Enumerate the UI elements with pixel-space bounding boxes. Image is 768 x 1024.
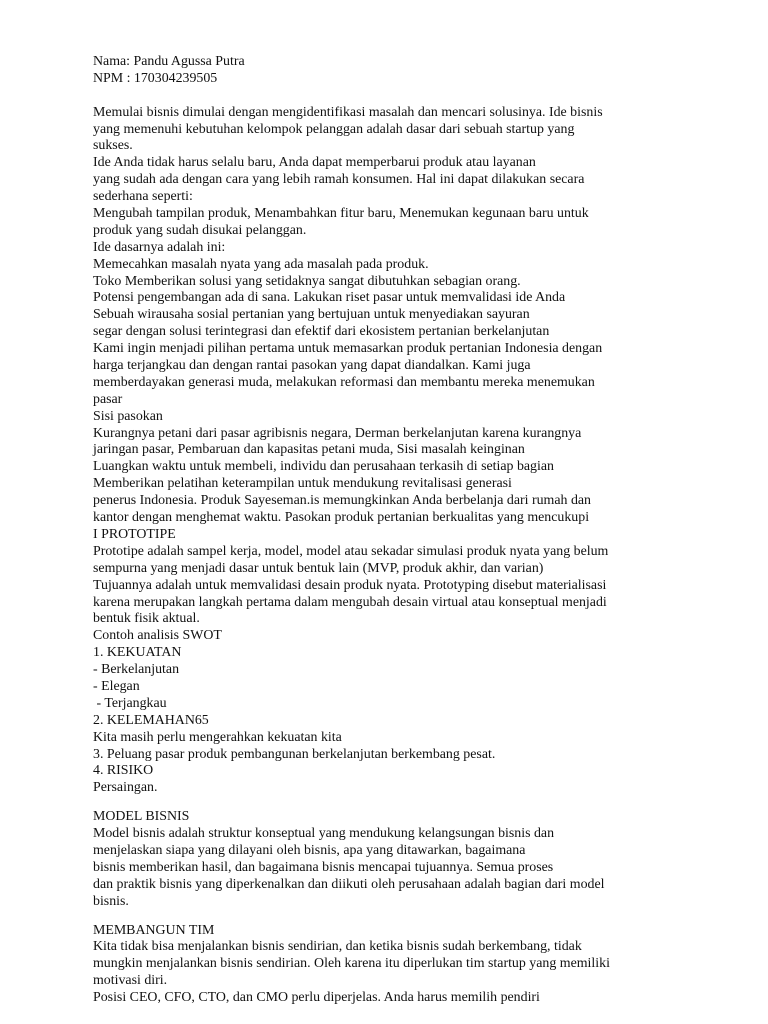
- text-line: sukses.: [93, 138, 133, 154]
- text-line: memberdayakan generasi muda, melakukan reformasi dan membantu mereka menemukan: [93, 374, 595, 390]
- text-line: Kita tidak bisa menjalankan bisnis sendirian, dan ketika bisnis sudah berkembang, tidak: [93, 939, 582, 955]
- blank-line: [93, 797, 753, 809]
- text-line: Kurangnya petani dari pasar agribisnis negara, Derman berkelanjutan karena kurangnya: [93, 425, 582, 441]
- text-line: - Terjangkau: [93, 695, 167, 711]
- document-body: [93, 54, 753, 1007]
- text-line: bisnis memberikan hasil, dan bagaimana bisnis mencapai tujuannya. Semua proses: [93, 859, 554, 875]
- text-line: Contoh analisis SWOT: [93, 628, 222, 644]
- text-line: 4. RISIKO: [93, 763, 154, 779]
- text-line: Posisi CEO, CFO, CTO, dan CMO perlu diperjelas. Anda harus memilih pendiri: [93, 990, 540, 1006]
- text-line: motivasi diri.: [93, 973, 168, 989]
- text-line: penerus Indonesia. Produk Sayeseman.is memungkinkan Anda berbelanja dari rumah dan: [93, 493, 592, 509]
- student-name: Nama: Pandu Agussa Putra: [93, 54, 245, 69]
- text-line: Kita masih perlu mengerahkan kekuatan kita: [93, 729, 342, 745]
- text-line: sederhana seperti:: [93, 189, 193, 205]
- text-line: kantor dengan menghemat waktu. Pasokan produk pertanian berkualitas yang mencukupi: [93, 510, 590, 526]
- text-line: Persaingan.: [93, 780, 158, 796]
- text-line: yang memenuhi kebutuhan kelompok pelanggan adalah dasar dari sebuah startup yang: [93, 121, 575, 137]
- text-line: dan praktik bisnis yang diperkenalkan dan diikuti oleh perusahaan adalah bagian dari model: [93, 876, 605, 892]
- text-line: Memberikan pelatihan keterampilan untuk mendukung revitalisasi generasi: [93, 476, 512, 492]
- text-line: pasar: [93, 391, 123, 407]
- intro-section: [93, 105, 753, 798]
- text-line: yang sudah ada dengan cara yang lebih ramah konsumen. Hal ini dapat dilakukan secara: [93, 172, 585, 188]
- blank-line: [93, 911, 753, 923]
- text-line: Sisi pasokan: [93, 408, 163, 424]
- section-heading: MEMBANGUN TIM: [93, 922, 215, 938]
- text-line: 2. KELEMAHAN65: [93, 712, 209, 728]
- text-line: jaringan pasar, Pembaruan dan kapasitas petani muda, Sisi masalah keinginan: [93, 442, 525, 458]
- text-line: Luangkan waktu untuk membeli, individu dan perusahaan terkasih di setiap bagian: [93, 459, 554, 475]
- text-line: - Elegan: [93, 678, 140, 694]
- text-line: I PROTOTIPE: [93, 526, 176, 542]
- blank-line: [93, 88, 753, 105]
- text-line: Memecahkan masalah nyata yang ada masalah pada produk.: [93, 256, 429, 272]
- text-line: karena merupakan langkah pertama dalam mengubah desain virtual atau konseptual menjadi: [93, 594, 607, 610]
- text-line: Sebuah wirausaha sosial pertanian yang bertujuan untuk menyediakan sayuran: [93, 307, 530, 323]
- text-line: Toko Memberikan solusi yang setidaknya sangat dibutuhkan sebagian orang.: [93, 273, 521, 289]
- text-line: Model bisnis adalah struktur konseptual yang mendukung kelangsungan bisnis dan: [93, 826, 555, 842]
- text-line: menjelaskan siapa yang dilayani oleh bisnis, apa yang ditawarkan, bagaimana: [93, 842, 526, 858]
- text-line: Potensi pengembangan ada di sana. Lakukan riset pasar untuk memvalidasi ide Anda: [93, 290, 566, 306]
- text-line: Kami ingin menjadi pilihan pertama untuk memasarkan produk pertanian Indonesia dengan: [93, 341, 603, 357]
- text-line: - Berkelanjutan: [93, 662, 180, 678]
- text-line: Ide Anda tidak harus selalu baru, Anda dapat memperbarui produk atau layanan: [93, 155, 536, 171]
- text-line: bisnis.: [93, 893, 129, 909]
- text-line: Tujuannya adalah untuk memvalidasi desain produk nyata. Prototyping disebut materialisasi: [93, 577, 607, 593]
- section-heading: MODEL BISNIS: [93, 809, 190, 825]
- text-line: sempurna yang menjadi dasar untuk bentuk lain (MVP, produk akhir, dan varian): [93, 560, 544, 576]
- text-line: mungkin menjalankan bisnis sendirian. Oleh karena itu diperlukan tim startup yang memiliki: [93, 956, 610, 972]
- model-bisnis-section: [93, 809, 753, 910]
- text-line: bentuk fisik aktual.: [93, 611, 200, 627]
- student-npm: NPM : 170304239505: [93, 70, 218, 86]
- text-line: 1. KEKUATAN: [93, 645, 182, 661]
- membangun-tim-section: [93, 923, 753, 1007]
- text-line: 3. Peluang pasar produk pembangunan berkelanjutan berkembang pesat.: [93, 746, 496, 762]
- text-line: segar dengan solusi terintegrasi dan efektif dari ekosistem pertanian berkelanjutan: [93, 324, 550, 340]
- text-line: Mengubah tampilan produk, Menambahkan fitur baru, Menemukan kegunaan baru untuk: [93, 206, 589, 222]
- text-line: produk yang sudah disukai pelanggan.: [93, 222, 307, 238]
- text-line: Ide dasarnya adalah ini:: [93, 239, 226, 255]
- text-line: harga terjangkau dan dengan rantai pasokan yang dapat diandalkan. Kami juga: [93, 358, 531, 374]
- text-line: Prototipe adalah sampel kerja, model, model atau sekadar simulasi produk nyata yang belum: [93, 543, 609, 559]
- text-line: Memulai bisnis dimulai dengan mengidentifikasi masalah dan mencari solusinya. Ide bisnis: [93, 104, 603, 120]
